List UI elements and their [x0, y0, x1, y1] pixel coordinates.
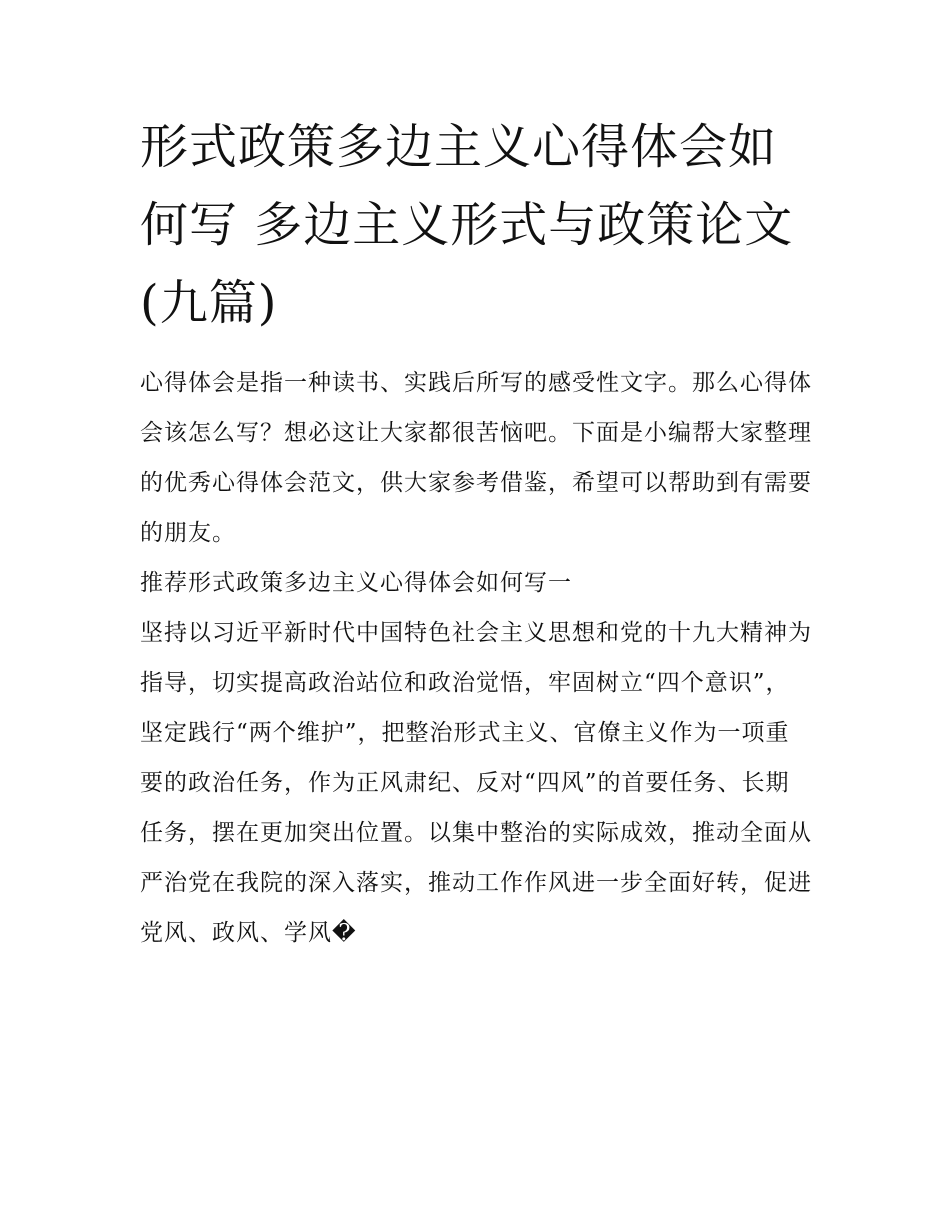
document-content: [140, 108, 812, 958]
document-title: 形式政策多边主义心得体会如何写 多边主义形式与政策论文(九篇): [140, 119, 794, 331]
intro-paragraph: 心得体会是指一种读书、实践后所写的感受性文字。那么心得体会该怎么写？想必这让大家都很苦恼吧。下面是小编帮大家整理的优秀心得体会范文，供大家参考借鉴，希望可以帮助到有需要的朋友。: [140, 370, 812, 546]
body-paragraph: 坚持以习近平新时代中国特色社会主义思想和党的十九大精神为指导，切实提高政治站位和政治觉悟，牢固树立“四个意识”，坚定践行“两个维护”，把整治形式主义、官僚主义作为一项重要的政治任务，作为正风肃纪、反对“四风”的首要任务、长期任务，摆在更加突出位置。以集中整治的实际成效，推动全面从严治党在我院的深入落实，推动工作作风进一步全面好转，促进党风、政风、学风�: [140, 620, 812, 946]
section-heading: 推荐形式政策多边主义心得体会如何写一: [140, 570, 572, 596]
